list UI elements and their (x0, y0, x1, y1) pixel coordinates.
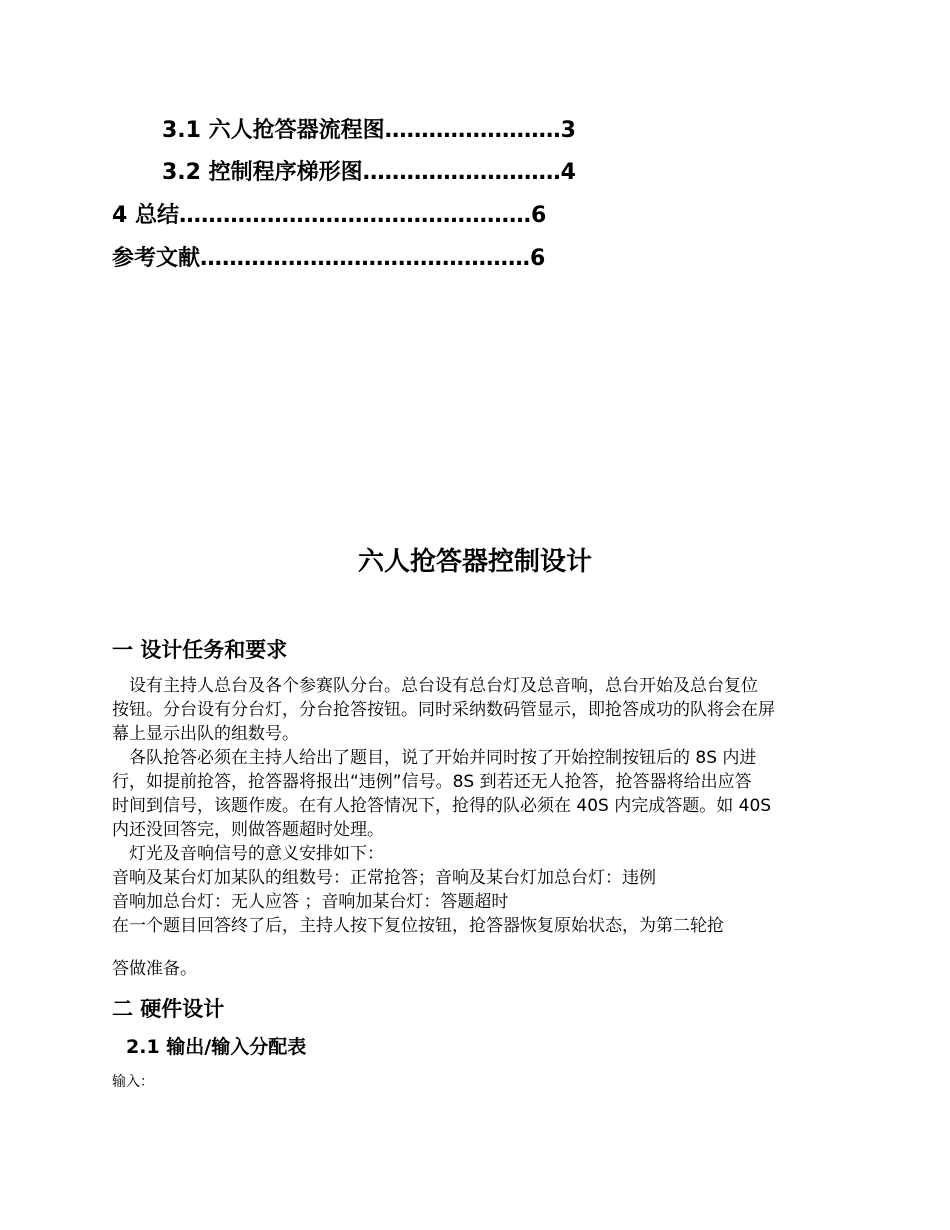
section-1-last-line (112, 957, 842, 981)
section-2-heading: 二 硬件设计 (112, 997, 225, 1021)
body-line: 音响及某台灯加某队的组数号：正常抢答；音响及某台灯加总台灯：违例 (112, 868, 656, 888)
body-line: 音响加总台灯：无人应答 ；音响加某台灯：答题超时 (112, 892, 509, 912)
toc-entry-4: 4 总结…………………………………………6 (112, 203, 547, 228)
body-line: 按钮。分台设有分台灯，分台抢答按钮。同时采纳数码管显示，即抢答成功的队将会在屏 (112, 700, 775, 720)
body-line: 各队抢答必须在主持人给出了题目，说了开始并同时按了开始控制按钮后的 8S 内进 (112, 748, 757, 768)
body-line: 答做准备。 (112, 959, 197, 979)
body-line: 时间到信号，该题作废。在有人抢答情况下，抢得的队必须在 40S 内完成答题。如 40S (112, 796, 772, 816)
body-line: 设有主持人总台及各个参赛队分台。总台设有总台灯及总音响，总台开始及总台复位 (112, 676, 758, 696)
body-line: 灯光及音响信号的意义安排如下： (112, 844, 384, 864)
section-1-heading: 一 设计任务和要求 (112, 638, 288, 662)
toc-entry-references: 参考文献………………………………………6 (112, 246, 546, 271)
toc-entry-3-1: 3.1 六人抢答器流程图……………………3 (162, 118, 576, 143)
section-2-1-heading: 2.1 输出/输入分配表 (126, 1036, 307, 1058)
toc-entry-3-2: 3.2 控制程序梯形图………………………4 (162, 160, 576, 185)
section-1-body (112, 674, 842, 938)
document-title: 六人抢答器控制设计 (357, 547, 592, 577)
body-line: 幕上显示出队的组数号。 (112, 724, 299, 744)
input-label: 输入： (112, 1074, 154, 1090)
body-line: 在一个题目回答终了后，主持人按下复位按钮，抢答器恢复原始状态，为第二轮抢 (112, 916, 724, 936)
body-line: 内还没回答完，则做答题超时处理。 (112, 820, 384, 840)
body-line: 行，如提前抢答，抢答器将报出“违例”信号。8S 到若还无人抢答，抢答器将给出应答 (112, 772, 752, 792)
